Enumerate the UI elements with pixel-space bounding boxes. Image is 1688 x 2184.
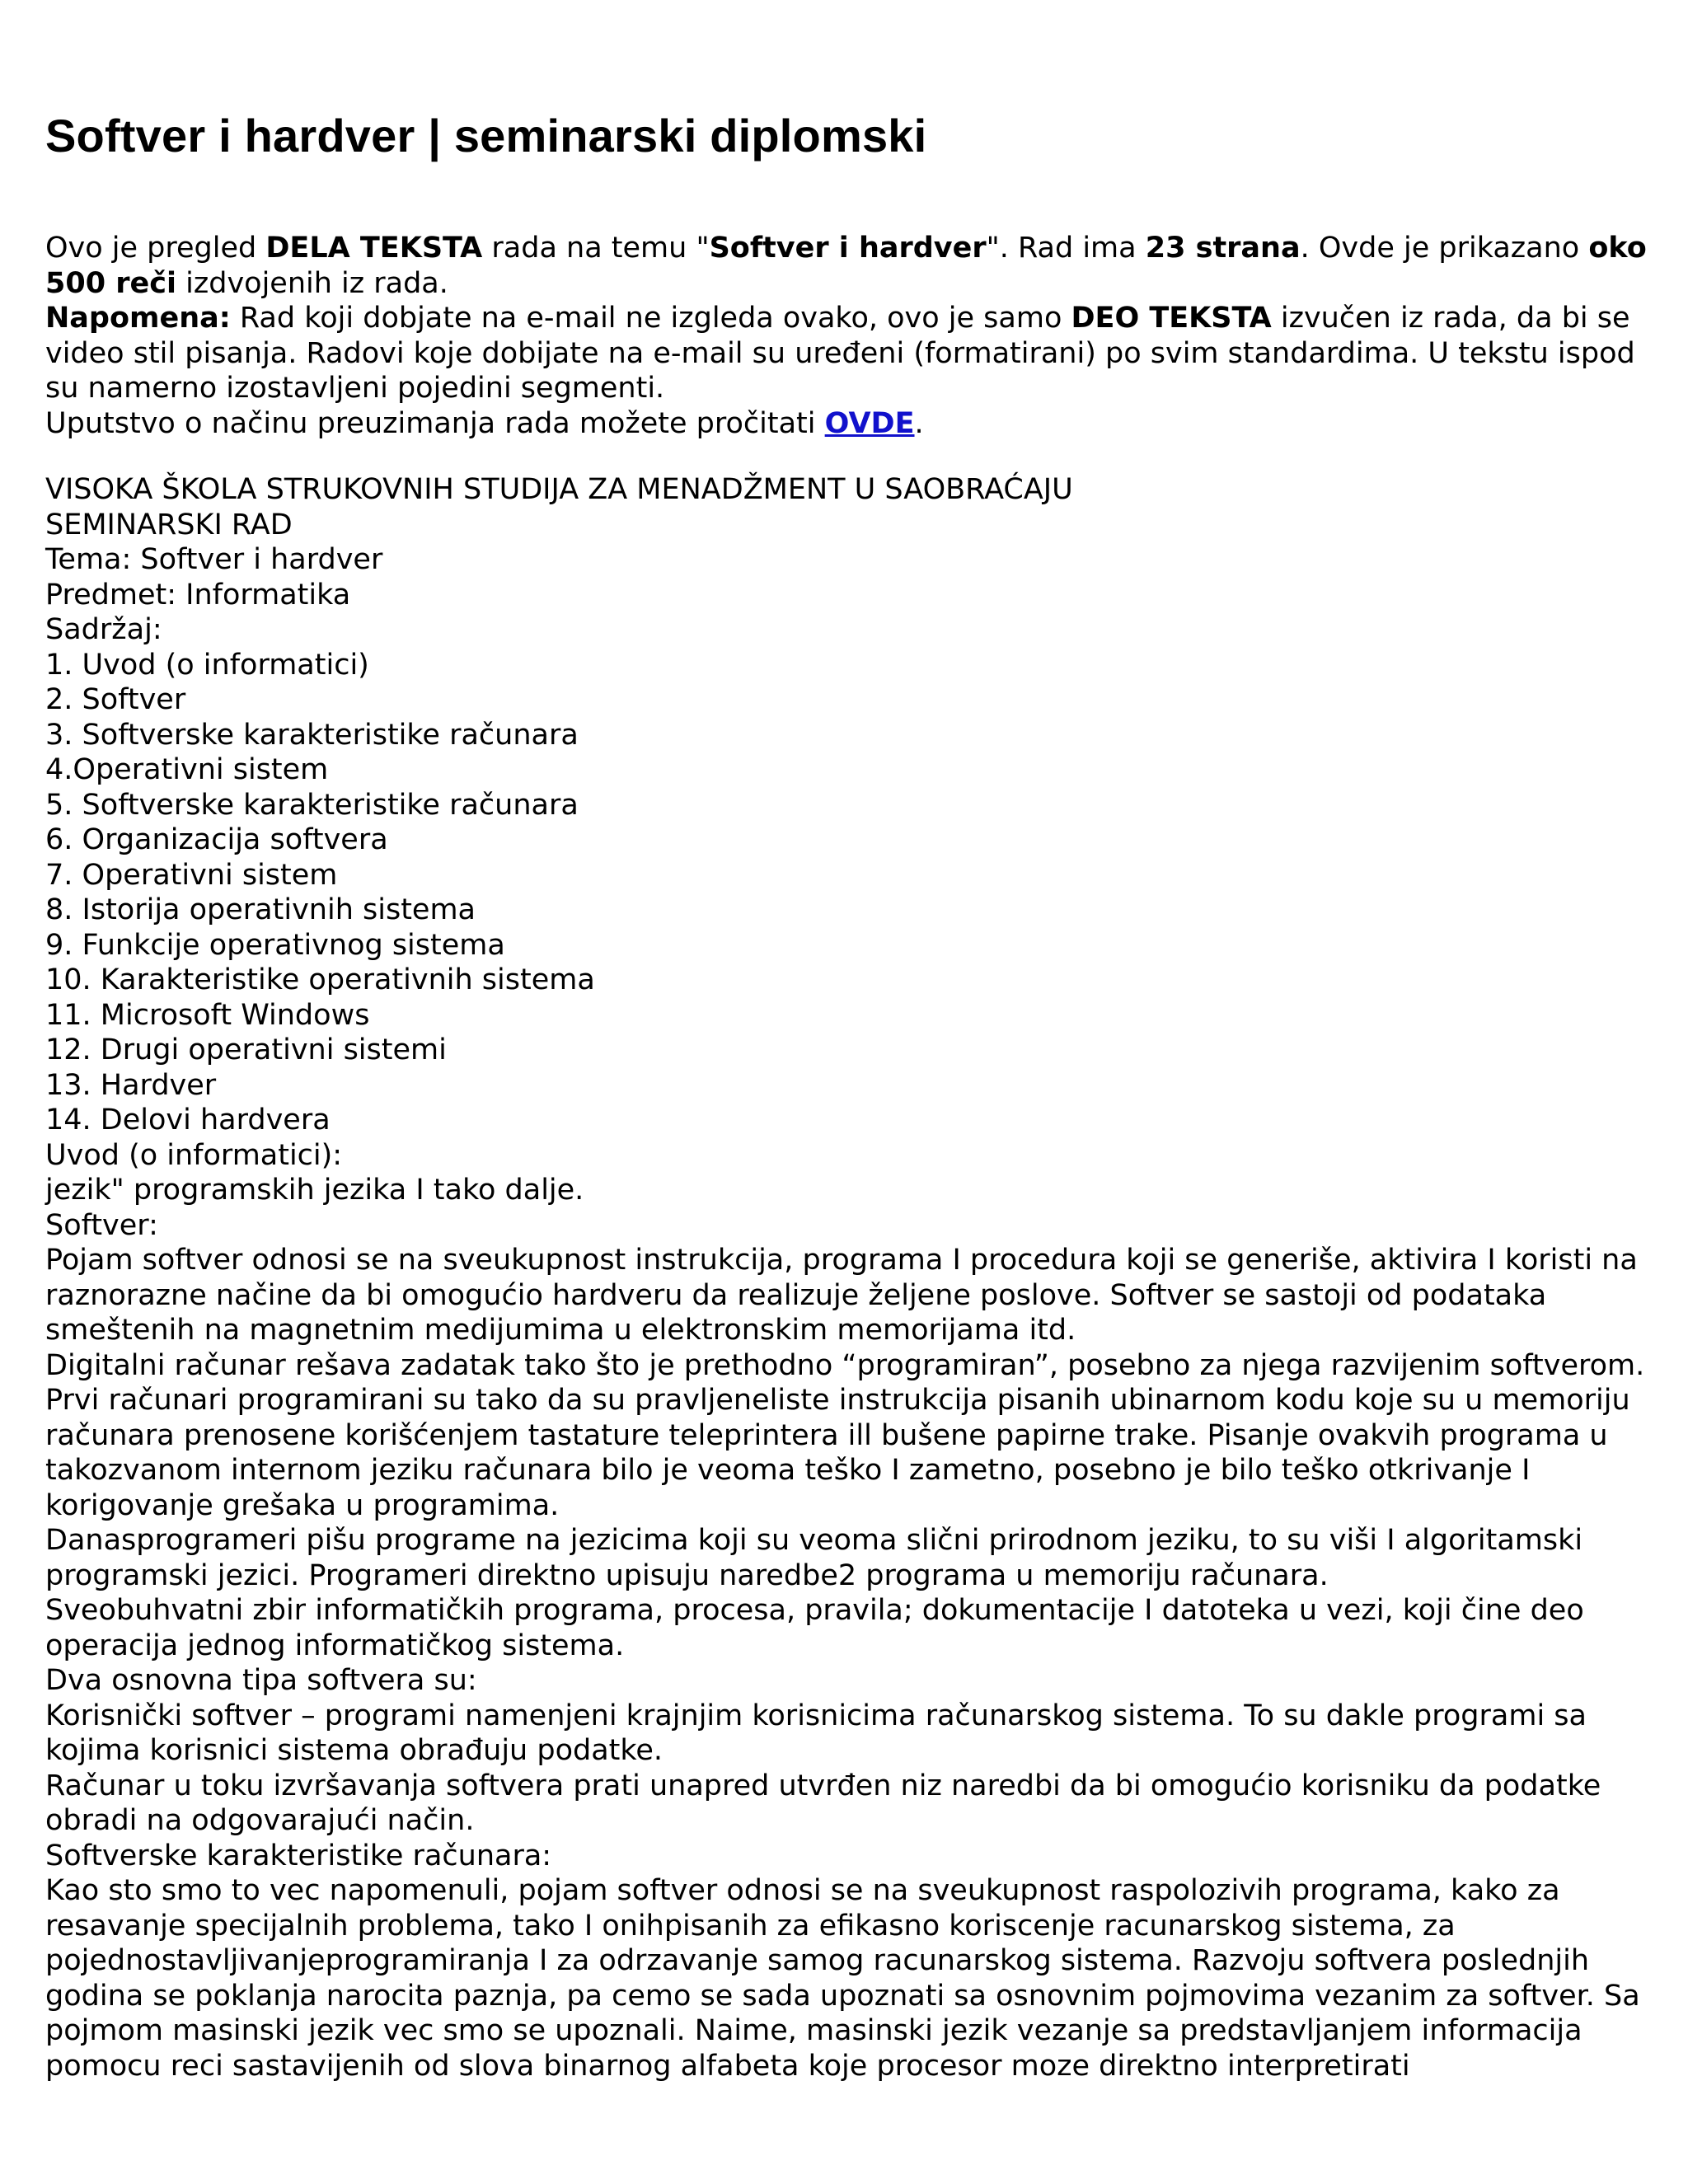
intro-instructions <box>45 406 1661 442</box>
toc-item: 10. Karakteristike operativnih sistema <box>45 963 595 996</box>
intro-note <box>45 301 1661 406</box>
toc-item: 3. Softverske karakteristike računara <box>45 718 579 752</box>
intro-notice <box>45 231 1661 441</box>
toc-item: 7. Operativni sistem <box>45 858 338 892</box>
intro-text: ". Rad ima <box>986 232 1146 265</box>
intro-text: Uputstvo o načinu preuzimanja rada možete pročitati <box>45 406 825 440</box>
body-paragraph: Računar u toku izvršavanja softvera prati unapred utvrđen niz naredbi da bi omogućio korisniku da podatke obradi na odgovarajući način. <box>45 1769 1601 1837</box>
download-instructions-link[interactable]: OVDE <box>824 406 915 440</box>
section-heading-uvod: Uvod (o informatici): <box>45 1138 343 1172</box>
school-name: VISOKA ŠKOLA STRUKOVNIH STUDIJA ZA MENADŽMENT U SAOBRAĆAJU <box>45 473 1073 506</box>
toc-item: 13. Hardver <box>45 1068 217 1102</box>
intro-text: rada na temu " <box>482 232 710 265</box>
toc-heading: Sadržaj: <box>45 613 162 646</box>
paper-content <box>45 472 1661 2083</box>
body-paragraph: Korisnički softver – programi namenjeni krajnjim korisnicima računarskog sistema. To su dakle programi sa kojima korisnici sistema obrađuju podatke. <box>45 1699 1587 1767</box>
toc-item: 5. Softverske karakteristike računara <box>45 788 579 822</box>
toc-item: 14. Delovi hardvera <box>45 1104 331 1137</box>
intro-text: izdvojenih iz rada. <box>176 266 448 300</box>
intro-text: izvučen iz rada, da bi se video stil pisanja. Radovi koje dobijate na e-mail su uređeni (formatirani) po svim standardima. U tekstu ispod su namerno izostavljeni pojedini segmenti. <box>45 302 1635 405</box>
body-paragraph: Kao sto smo to vec napomenuli, pojam softver odnosi se na sveukupnost raspolozivih programa, kako za resavanje specijalnih problema, tako I onihpisanih za efikasno koriscenje racunarskog sistema, za pojednostavljivanjeprogramiranja I za odrzavanje samog racunarskog sistema. Razvoju softvera poslednjih godina se poklanja narocita paznja, pa cemo se sada upoznati sa osnovnim pojmovima vezanim za softver. Sa pojmom masinski jezik vec smo se upoznali. Naime, masinski jezik vezanje sa predstavljanjem informacija pomocu reci sastavijenih od slova binarnog alfabeta koje procesor moze direktno interpretirati <box>45 1874 1640 2083</box>
toc-item: 11. Microsoft Windows <box>45 998 370 1032</box>
paper-subject: Predmet: Informatika <box>45 578 351 612</box>
toc-item: 9. Funkcije operativnog sistema <box>45 928 505 962</box>
toc-item: 4.Operativni sistem <box>45 753 329 786</box>
toc-item: 12. Drugi operativni sistemi <box>45 1033 447 1066</box>
body-paragraph: Digitalni računar rešava zadatak tako što je prethodno “programiran”, posebno za njega razvijenim softverom. Prvi računari programirani su tako da su pravljeneliste instrukcija pisanih ubinarnom kodu koje su u memoriju računara prenosene korišćenjem tastature teleprintera ill bušene papirne trake. Pisanje ovakvih programa u takozvanom internom jeziku računara bilo je veoma teško I zametno, posebno je bilo teško otkrivanje I korigovanje grešaka u programima. <box>45 1348 1645 1522</box>
section-heading-softver: Softver: <box>45 1208 158 1242</box>
body-paragraph: Danasprogrameri pišu programe na jezicima koji su veoma slični prirodnom jeziku, to su viši I algoritamski programski jezici. Programeri direktno upisuju naredbe2 programa u memoriju računara. <box>45 1524 1583 1592</box>
body-paragraph: Pojam softver odnosi se na sveukupnost instrukcija, programa I procedura koji se generiše, aktivira I koristi na raznorazne načine da bi omogućio hardveru da realizuje željene poslove. Softver se sastoji od podataka smeštenih na magnetnim medijumima u elektronskim memorijama itd. <box>45 1244 1638 1347</box>
section-heading-softverske-karakteristike: Softverske karakteristike računara: <box>45 1839 552 1872</box>
intro-bold-word-count: oko 500 reči <box>45 232 1647 300</box>
intro-text: Rad koji dobjate na e-mail ne izgleda ovako, ovo je samo <box>230 302 1071 335</box>
page-title: Softver i hardver | seminarski diplomski <box>45 110 927 162</box>
intro-text: . Ovde je prikazano <box>1300 232 1589 265</box>
intro-text: Ovo je pregled <box>45 232 266 265</box>
toc-item: 2. Softver <box>45 683 186 716</box>
toc-item: 6. Organizacija softvera <box>45 823 388 856</box>
paper-topic: Tema: Softver i hardver <box>45 543 383 576</box>
intro-bold-topic: Softver i hardver <box>709 232 987 265</box>
body-paragraph: Sveobuhvatni zbir informatičkih programa, procesa, pravila; dokumentacije I datoteka u vezi, koji čine deo operacija jednog informatičkog sistema. <box>45 1594 1584 1662</box>
intro-summary <box>45 231 1661 301</box>
intro-bold-page-count: 23 strana <box>1145 232 1301 265</box>
paper-type: SEMINARSKI RAD <box>45 508 293 541</box>
body-paragraph: Dva osnovna tipa softvera su: <box>45 1664 477 1697</box>
document-page <box>45 99 1661 2083</box>
toc-item: 8. Istorija operativnih sistema <box>45 893 476 926</box>
intro-text: . <box>914 406 924 440</box>
body-paragraph: jezik" programskih jezika I tako dalje. <box>45 1174 584 1207</box>
intro-bold-dela-teksta: DELA TEKSTA <box>265 232 483 265</box>
intro-bold-deo-teksta: DEO TEKSTA <box>1071 302 1272 335</box>
toc-item: 1. Uvod (o informatici) <box>45 648 369 682</box>
note-label: Napomena: <box>45 302 231 335</box>
